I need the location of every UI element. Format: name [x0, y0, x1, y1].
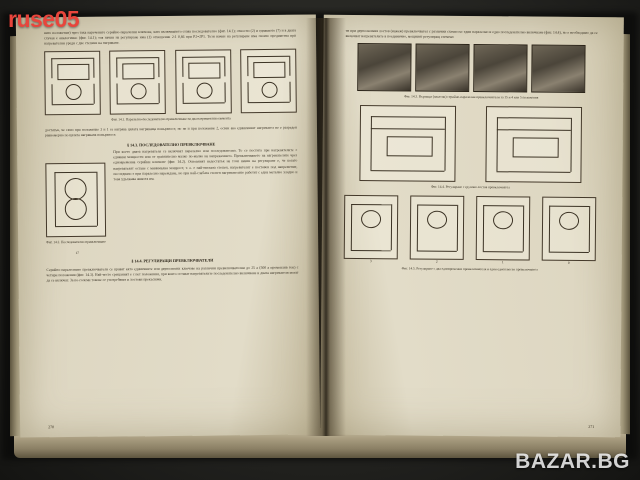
- heater-element-symbol: [188, 62, 220, 78]
- rotary-switch-photo-2: [415, 44, 469, 92]
- figure-1-diagrams: [44, 48, 297, 115]
- figure-5-label-0: 0: [567, 260, 570, 265]
- heater-element-symbol: [57, 63, 89, 79]
- rotary-switch-photo-1: [357, 43, 411, 91]
- figure-1-caption: Фиг. 14.1. Паралелно-последователно превключване на два нагревателни елемента: [111, 115, 231, 122]
- right-page-number: 271: [588, 424, 595, 430]
- rotary-switch-photo-4: [531, 45, 585, 93]
- contact-bank-symbol: [387, 136, 433, 156]
- bazar-watermark: BAZAR.BG: [515, 450, 630, 473]
- left-page-column: [44, 29, 300, 424]
- right-top-paragraph: ти при двуполюсния лостов (нажеж) превключвател с различни схеми със един паралелно и едно последователно включване (фиг. 14.4), но е необходимо да се включват нагревателите в поединично, мощният регулиращ елемент.: [345, 28, 598, 40]
- right-page: [320, 15, 624, 438]
- open-book: [6, 6, 634, 458]
- right-page-column: [342, 29, 597, 423]
- circuit-diagram-2: [109, 50, 166, 115]
- heater-element-symbol: [253, 61, 285, 77]
- figure-2-label: 17: [75, 250, 79, 255]
- figure-5-label-3: 3: [369, 258, 372, 263]
- figure-2-caption: [46, 240, 108, 245]
- circuit-diagram-1: [44, 50, 101, 115]
- section-14-3-body: При което двата нагревателя се включват паралелно или последователно. То се постига при нагревателите с еднакви мощности или от сравнително малко по-малко на напрежението. Превключването на нагревателите чрез едновременна серийни ключове (фиг. 14.2). Основният недостатък на този начин на регулиране е, че когато нагревателят остане с минимална мощност, т. е. е най-ниската степен, нагревателят е поставен под напрежение, последвано е при паралелно нареждане, но при най-слабата степен нагревателите работят с една метално хладно и това удължава живота им.: [113, 148, 298, 182]
- circuit-diagram-4: [240, 48, 297, 113]
- coil-symbol: [196, 82, 212, 98]
- left-page-number: 270: [48, 424, 55, 430]
- switch-position-diagram-2: [410, 195, 465, 259]
- coil-symbol: [559, 211, 579, 229]
- figure-4-diagrams: [344, 105, 597, 183]
- figure-5-label-2: 2: [435, 259, 438, 264]
- figure-3-photos: [345, 43, 597, 93]
- switch-position-diagram-3: [344, 194, 399, 258]
- figure-2-diagram: [45, 163, 106, 238]
- coil-symbol: [66, 84, 82, 100]
- switch-position-diagram-1: [476, 196, 531, 260]
- section-14-3-number: § 14.3.: [127, 141, 139, 148]
- contact-bank-symbol: [513, 137, 559, 157]
- section-14-4-heading: [46, 258, 298, 265]
- rotary-switch-photo-3: [473, 44, 527, 92]
- section-14-3-title: ПОСЛЕДОВАТЕЛНО ПРЕВКЛЮЧВАНЕ: [139, 141, 216, 147]
- section-14-4-title: РЕГУЛИРАЩИ ПРЕВКЛЮЧВАТЕЛИ: [143, 257, 214, 264]
- figure-5-caption: Фиг. 14.5. Регулиране с два едновременни превключвателя и един едноплюсен превключвател: [401, 266, 538, 272]
- switch-position-diagram-0: [542, 196, 597, 260]
- section-14-4-number: § 14.4.: [131, 258, 143, 264]
- left-paragraph-after-figure-1: достатък, че само при положение 3 и 1 се нагрява цялата нагряваща повърхност, но не и при положение 2, освен ако единичният нагревател не е разреден равномерно по цялата нагрявана повърхност.: [44, 125, 297, 138]
- coil-symbol: [261, 81, 277, 97]
- coil-symbol: [64, 178, 86, 200]
- figure-3-caption: Фиг. 14.3. Въртящи (пакетни) серийно-паралелни превключватели за 15 и 4 или 5 положения: [403, 94, 539, 100]
- coil-symbol: [65, 198, 87, 220]
- book-gutter: [306, 18, 346, 436]
- lever-switch-diagram-1: [359, 105, 456, 182]
- left-page: [16, 14, 320, 437]
- figure-4-caption: Фиг. 14.4. Регулиране с групово лостов превключвател: [430, 184, 510, 190]
- heater-element-symbol: [123, 63, 155, 79]
- circuit-diagram-3: [175, 49, 232, 114]
- figure-5-diagrams: [344, 194, 597, 265]
- lever-switch-diagram-2: [485, 106, 582, 183]
- section-14-4-body: Серийно-паралелните превключватели се правят като единичните или двуполюсни ключове на различни превключвателни до 25 a (500 a променлив ток) с четири положения (фиг. 14.3). Най-често срещаният е с пет положения, при които остават нагревателите последователно включване и двата нагревателя могат да се включат. За по-големи токове се употребяват и лостови прекъсвачи.: [46, 265, 299, 283]
- left-top-paragraph: ните положение) чрез така наречените серийно-паралелни ключове, като включването става последователно (фиг. 14.1); относно (2) и еднаквото (7) и в двата случая е аналогично (фиг. 14.1); тоя начин на регулиране има (1) отношение 2:1 0,66 при P2=2P1. Този начин на регулиране има своите предимства при нагревателни уреди с две степени на нагряване.: [43, 28, 297, 47]
- figure-5-label-1: 1: [501, 259, 504, 264]
- figure-2-caption-text: Фиг. 14.2. Последователно превключване: [46, 239, 106, 245]
- coil-symbol: [493, 211, 513, 229]
- seller-brand-overlay: ruse05: [8, 6, 80, 32]
- coil-symbol: [131, 83, 147, 99]
- coil-symbol: [427, 210, 447, 228]
- coil-symbol: [361, 210, 381, 228]
